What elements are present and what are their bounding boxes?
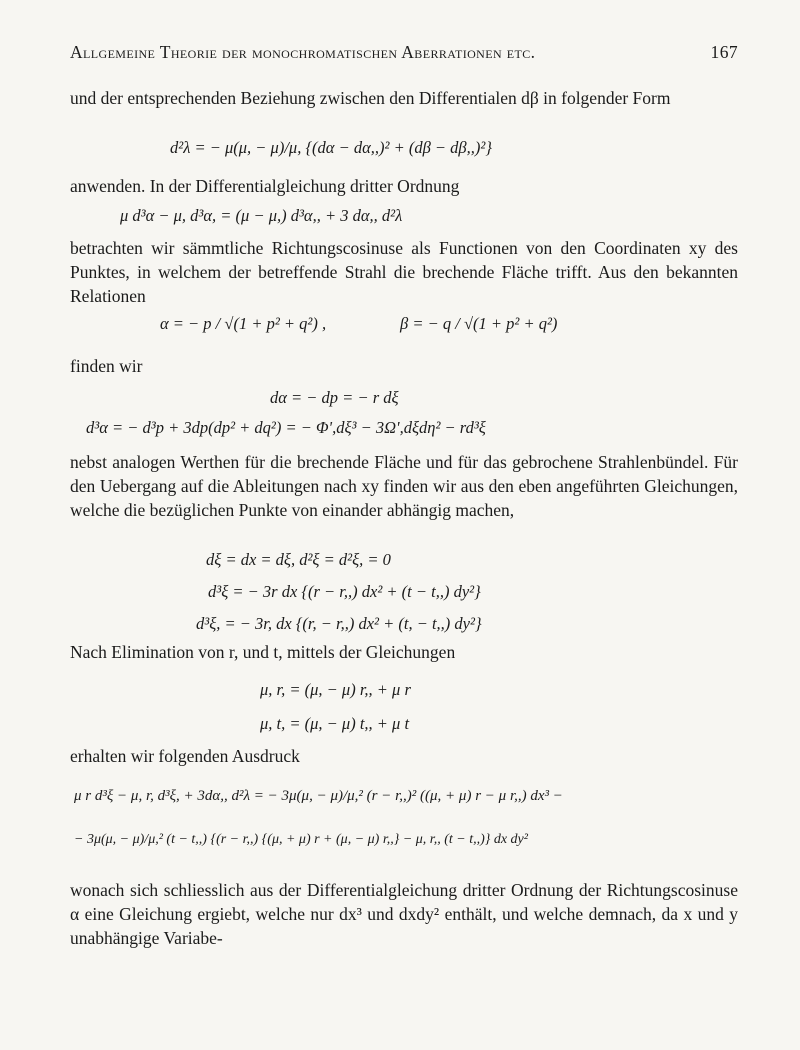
equation-d3xi-comma: d³ξ, = − 3r, dx {(r, − r,,) dx² + (t, − t,,) dy²} (196, 614, 482, 633)
paragraph-4: finden wir (70, 356, 143, 376)
paragraph-2: anwenden. In der Differentialgleichung dritter Ordnung (70, 176, 460, 196)
running-title: Allgemeine Theorie der monochromatischen Aberrationen etc. (70, 42, 536, 62)
paragraph-8: wonach sich schliesslich aus der Differentialgleichung dritter Ordnung der Richtungscosinuse α eine Gleichung ergiebt, welche nur dx³ und dxdy² enthält, und welche demnach, da x und y unabhängige Variabe- (70, 880, 738, 948)
paragraph-6: Nach Elimination von r, und t, mittels der Gleichungen (70, 642, 456, 662)
equation-expression-line1: μ r d³ξ − μ, r, d³ξ, + 3dα,, d²λ = − 3μ(μ, − μ)/μ,² (r − r,,)² ((μ, + μ) r − μ r,,) dx³ − (74, 788, 563, 804)
equation-mu-t: μ, t, = (μ, − μ) t,, + μ t (260, 714, 410, 733)
equation-mu-r: μ, r, = (μ, − μ) r,, + μ r (260, 680, 411, 699)
equation-d2lambda: d²λ = − μ(μ, − μ)/μ, {(dα − dα,,)² + (dβ − dβ,,)²} (170, 138, 492, 157)
page-number: 167 (710, 42, 738, 62)
paragraph-1: und der entsprechenden Beziehung zwischen den Differentialen dβ in folgender Form (70, 88, 671, 108)
equation-dxi: dξ = dx = dξ, d²ξ = d²ξ, = 0 (206, 550, 391, 569)
equation-dalpha: dα = − dp = − r dξ (270, 388, 399, 407)
paragraph-3: betrachten wir sämmtliche Richtungscosinuse als Functionen von den Coordinaten xy des Punktes, in welchem der betreffende Strahl die brechende Fläche trifft. Aus den bekannten Relationen (70, 238, 738, 306)
equation-d3xi: d³ξ = − 3r dx {(r − r,,) dx² + (t − t,,) dy²} (208, 582, 481, 601)
paragraph-5: nebst analogen Werthen für die brechende Fläche und für das gebrochene Strahlenbündel. Für den Uebergang auf die Ableitungen nach xy finden wir aus den eben angeführten Gleichungen, welche die bezüglichen Punkte von einander abhängig machen, (70, 452, 738, 520)
running-header (70, 42, 738, 63)
equation-beta: β = − q / √(1 + p² + q²) (400, 314, 558, 333)
equation-alpha: α = − p / √(1 + p² + q²) , (160, 314, 327, 333)
equation-expression-line2: − 3μ(μ, − μ)/μ,² (t − t,,) {(r − r,,) {(μ, + μ) r + (μ, − μ) r,,} − μ, r,, (t − t,,)} dx dy² (74, 832, 528, 847)
paragraph-7: erhalten wir folgenden Ausdruck (70, 746, 300, 766)
equation-d3alpha: d³α = − d³p + 3dp(dp² + dq²) = − Φ',dξ³ − 3Ω',dξdη² − rd³ξ (86, 418, 486, 437)
equation-third-order: μ d³α − μ, d³α, = (μ − μ,) d³α,, + 3 dα,, d²λ (120, 206, 403, 225)
